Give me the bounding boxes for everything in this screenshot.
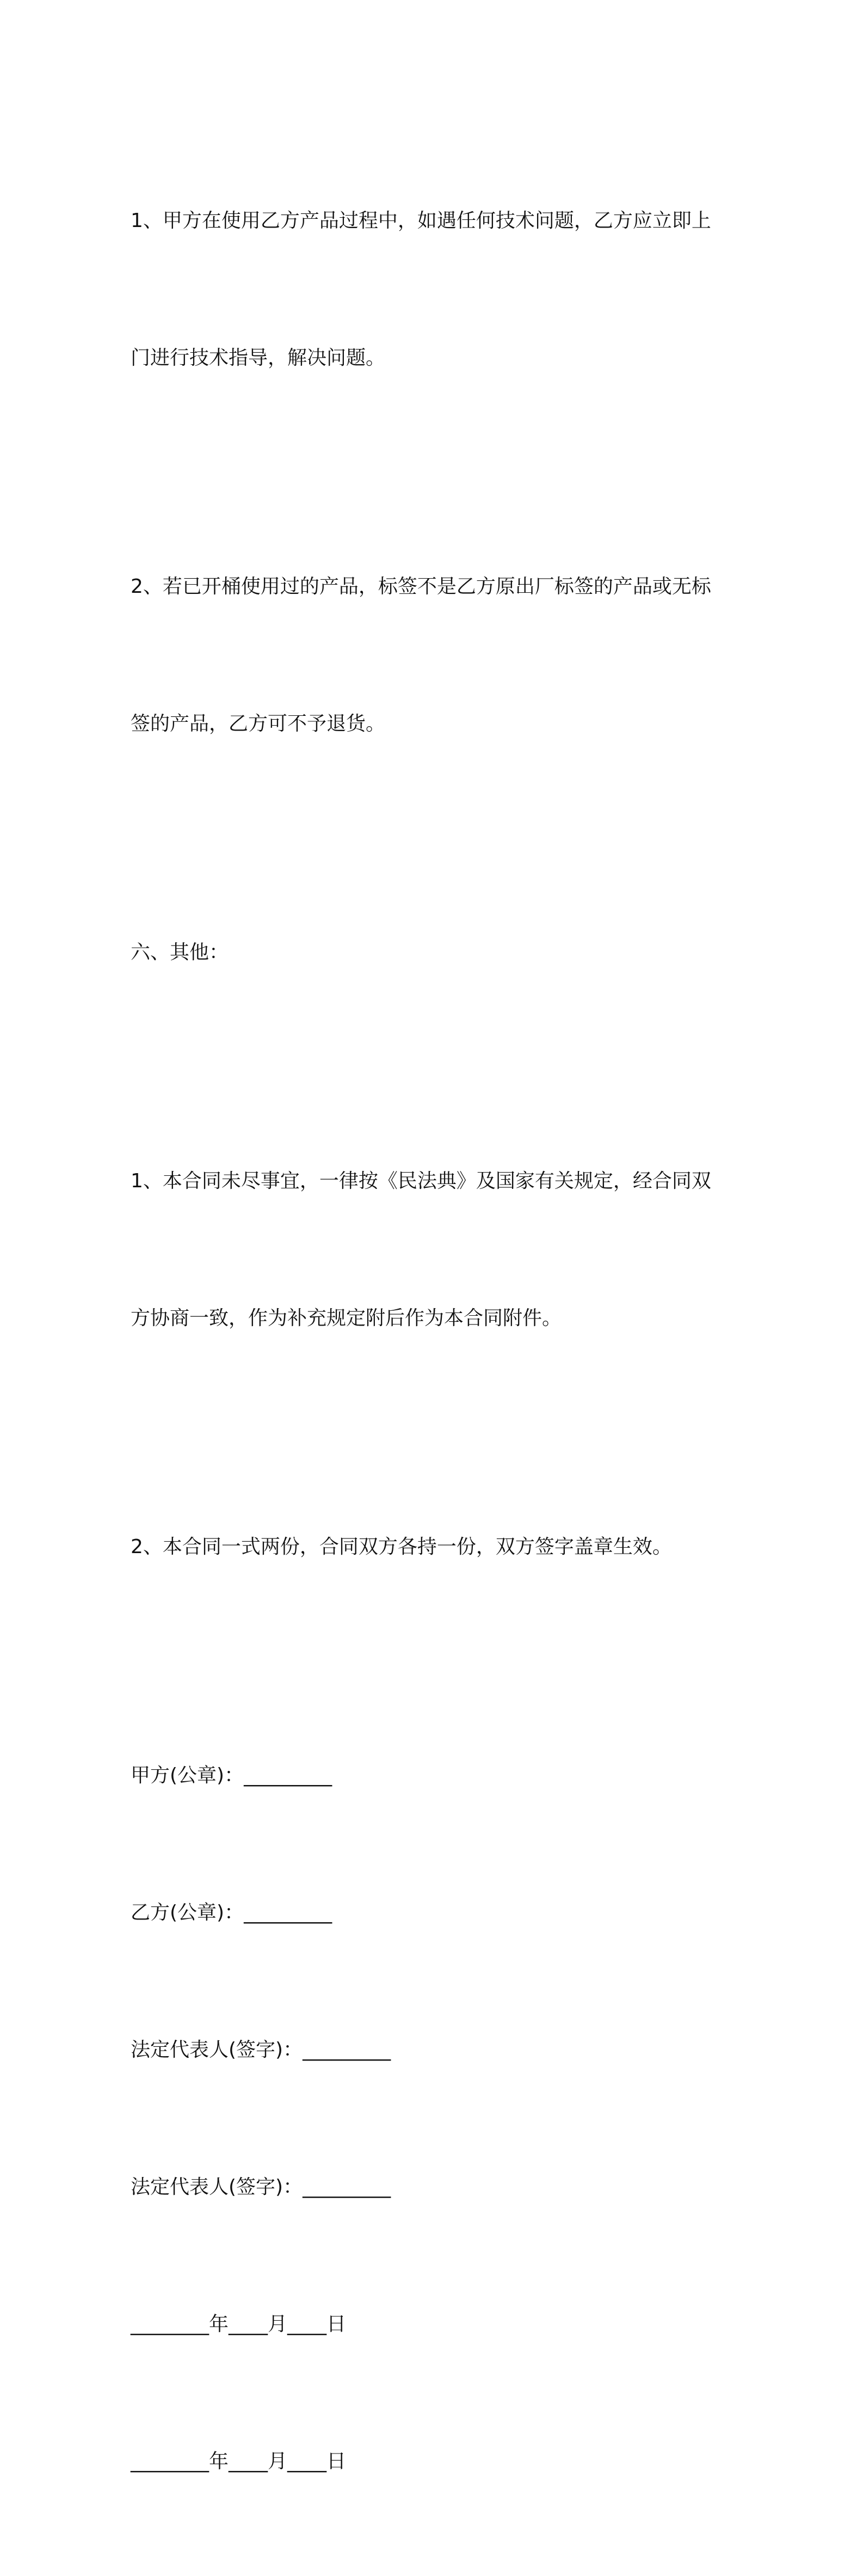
clause5-item1-line1: 1、甲方在使用乙方产品过程中，如遇任何技术问题，乙方应立即上 xyxy=(131,210,711,232)
date-a-field: ________年____月____日 xyxy=(131,2313,346,2335)
document-body xyxy=(131,107,740,2576)
clause6-item1-line2: 方协商一致，作为补充规定附后作为本合同附件。 xyxy=(131,1307,562,1329)
clause6-item1-line1: 1、本合同未尽事宜，一律按《民法典》及国家有关规定，经合同双 xyxy=(131,1170,711,1192)
signature-block xyxy=(131,1661,740,2576)
clause5-item1-line2: 门进行技术指导，解决问题。 xyxy=(131,347,386,369)
clause5-item1 xyxy=(131,107,740,473)
party-a-seal-field: 甲方(公章)：_________ xyxy=(131,1764,332,1787)
clause5-item2-line1: 2、若已开桶使用过的产品，标签不是乙方原出厂标签的产品或无标 xyxy=(131,575,711,598)
legal-rep-a-signature-field: 法定代表人(签字)：_________ xyxy=(131,2039,391,2061)
legal-rep-b-signature-field: 法定代表人(签字)：_________ xyxy=(131,2176,391,2198)
clause6-item1 xyxy=(131,1067,740,1433)
clause5-item2-line2: 签的产品，乙方可不予退货。 xyxy=(131,713,386,735)
clause5-item2 xyxy=(131,473,740,838)
clause6-item2-text: 2、本合同一式两份，合同双方各持一份，双方签字盖章生效。 xyxy=(131,1536,672,1558)
party-b-seal-field: 乙方(公章)：_________ xyxy=(131,1902,332,1924)
clause6-heading xyxy=(131,838,740,1067)
date-b-field: ________年____月____日 xyxy=(131,2450,346,2473)
clause6-heading-text: 六、其他： xyxy=(131,941,229,964)
clause6-item2 xyxy=(131,1433,740,1661)
